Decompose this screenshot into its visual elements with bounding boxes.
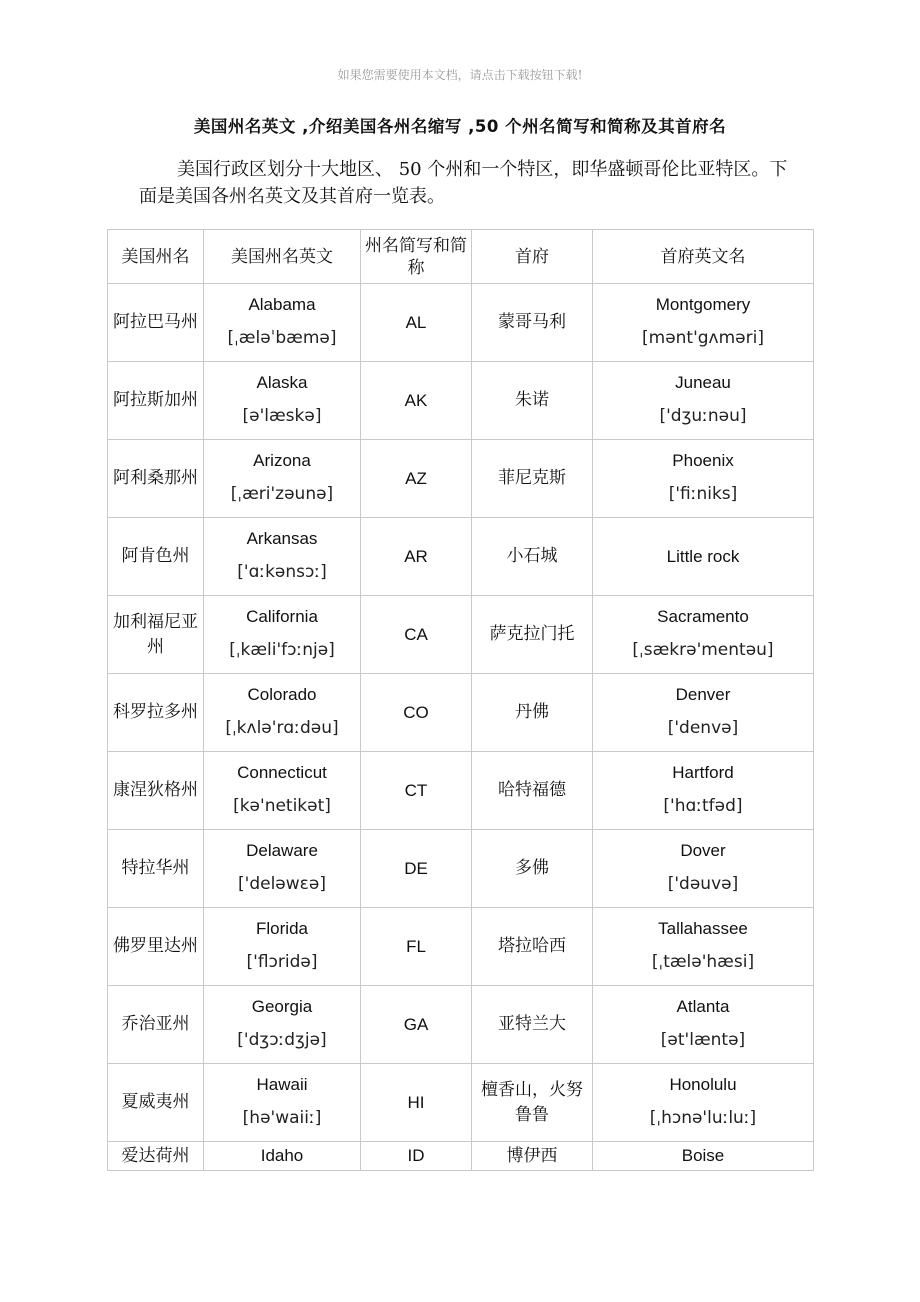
state-cn-cell bbox=[108, 284, 204, 362]
abbr-cell-text: CT bbox=[404, 780, 428, 800]
state-en-cell-phonetic: [ˌkʌlə'rɑːdəu] bbox=[225, 718, 339, 738]
capital-en-cell bbox=[593, 596, 814, 674]
header-cell: 美国州名英文 bbox=[204, 230, 361, 284]
capital-en-cell-phonetic: ['dʒuːnəu] bbox=[659, 406, 747, 426]
capital-en-cell-phonetic: ['dəuvə] bbox=[667, 874, 739, 894]
state-en-cell bbox=[204, 518, 361, 596]
intro-paragraph: 美国行政区划分十大地区、 50 个州和一个特区，即华盛顿哥伦比亚特区。下面是美国各州名英文及其首府一览表。 bbox=[139, 159, 788, 207]
state-en-cell-word: Alaska bbox=[256, 373, 308, 392]
capital-en-cell-phonetic: [ˌsækrə'mentəu] bbox=[632, 640, 774, 660]
capital-cell bbox=[472, 284, 593, 362]
abbr-cell-text: ID bbox=[407, 1146, 425, 1165]
capital-en-cell bbox=[593, 1142, 814, 1171]
capital-cell bbox=[472, 1064, 593, 1142]
abbr-cell-text: DE bbox=[404, 858, 428, 878]
abbr-cell bbox=[361, 830, 472, 908]
capital-en-cell bbox=[593, 752, 814, 830]
capital-cell-text: 哈特福德 bbox=[498, 780, 566, 800]
capital-en-cell bbox=[593, 518, 814, 596]
state-cn-cell-text: 爱达荷州 bbox=[121, 1145, 190, 1166]
state-cn-cell-text: 乔治亚州 bbox=[121, 1014, 190, 1034]
capital-en-cell-word: Juneau bbox=[675, 373, 731, 392]
capital-en-cell-word: Dover bbox=[680, 841, 726, 860]
state-en-cell-word: Arkansas bbox=[246, 529, 318, 548]
table-row bbox=[108, 830, 814, 908]
download-notice: 如果您需要使用本文档，请点击下载按钮下载! bbox=[337, 68, 583, 82]
state-en-cell-text: Idaho bbox=[260, 1146, 304, 1165]
capital-cell-text: 檀香山，火努鲁鲁 bbox=[481, 1079, 583, 1125]
table-row bbox=[108, 908, 814, 986]
capital-cell bbox=[472, 440, 593, 518]
state-en-cell bbox=[204, 1064, 361, 1142]
capital-en-cell-text: Boise bbox=[681, 1146, 725, 1165]
state-en-cell-phonetic: ['ɑːkənsɔː] bbox=[237, 562, 327, 582]
state-cn-cell bbox=[108, 674, 204, 752]
capital-en-cell-phonetic: [ˌtælə'hæsi] bbox=[651, 952, 755, 972]
state-cn-cell bbox=[108, 596, 204, 674]
state-cn-cell-text: 加利福尼亚州 bbox=[113, 611, 198, 657]
header-cell: 州名简写和简称 bbox=[361, 230, 472, 284]
state-en-cell-word: Hawaii bbox=[256, 1075, 308, 1094]
abbr-cell-text: AK bbox=[404, 390, 428, 410]
capital-en-cell-word: Phoenix bbox=[672, 451, 734, 470]
capital-cell-text: 博伊西 bbox=[506, 1145, 558, 1166]
states-table bbox=[107, 229, 814, 1171]
capital-cell-text: 萨克拉门托 bbox=[489, 624, 575, 644]
state-en-cell-phonetic: [ˌæri'zəunə] bbox=[230, 484, 334, 504]
state-en-cell-phonetic: [ˌkæli'fɔːnjə] bbox=[229, 640, 335, 660]
state-cn-cell bbox=[108, 1142, 204, 1171]
state-cn-cell bbox=[108, 440, 204, 518]
header-cell: 美国州名 bbox=[108, 230, 204, 284]
state-en-cell bbox=[204, 284, 361, 362]
state-en-cell-phonetic: [ə'læskə] bbox=[242, 406, 322, 426]
abbr-cell bbox=[361, 1142, 472, 1171]
abbr-cell bbox=[361, 440, 472, 518]
abbr-cell-text: AR bbox=[404, 546, 428, 566]
header-cell: 首府英文名 bbox=[593, 230, 814, 284]
state-en-cell bbox=[204, 362, 361, 440]
capital-cell bbox=[472, 986, 593, 1064]
capital-cell-text: 塔拉哈西 bbox=[498, 936, 566, 956]
state-en-cell bbox=[204, 986, 361, 1064]
state-en-cell bbox=[204, 752, 361, 830]
capital-en-cell bbox=[593, 362, 814, 440]
capital-cell bbox=[472, 908, 593, 986]
capital-en-cell bbox=[593, 1064, 814, 1142]
state-cn-cell bbox=[108, 752, 204, 830]
abbr-cell bbox=[361, 596, 472, 674]
table-row bbox=[108, 674, 814, 752]
state-en-cell-word: Georgia bbox=[251, 997, 313, 1016]
capital-cell bbox=[472, 752, 593, 830]
capital-cell-text: 小石城 bbox=[506, 546, 558, 566]
table-header-row bbox=[108, 230, 814, 284]
state-cn-cell-text: 阿肯色州 bbox=[121, 546, 190, 566]
table-row bbox=[108, 1142, 814, 1171]
state-cn-cell-text: 阿利桑那州 bbox=[113, 468, 198, 488]
capital-en-cell bbox=[593, 284, 814, 362]
capital-cell bbox=[472, 596, 593, 674]
state-en-cell-phonetic: ['deləwɛə] bbox=[238, 874, 326, 894]
abbr-cell bbox=[361, 1064, 472, 1142]
table-row bbox=[108, 440, 814, 518]
state-cn-cell bbox=[108, 518, 204, 596]
state-en-cell-word: Connecticut bbox=[237, 763, 327, 782]
state-en-cell bbox=[204, 596, 361, 674]
state-en-cell-word: Delaware bbox=[246, 841, 318, 860]
abbr-cell bbox=[361, 674, 472, 752]
table-row bbox=[108, 284, 814, 362]
capital-en-cell bbox=[593, 440, 814, 518]
capital-en-cell-word: Little rock bbox=[666, 546, 740, 566]
capital-en-cell-word: Sacramento bbox=[657, 607, 749, 626]
state-en-cell-word: Colorado bbox=[247, 685, 317, 704]
capital-cell-text: 亚特兰大 bbox=[498, 1014, 566, 1034]
capital-en-cell bbox=[593, 830, 814, 908]
capital-en-cell-phonetic: ['fiːniks] bbox=[668, 484, 738, 504]
state-cn-cell-text: 康涅狄格州 bbox=[113, 780, 198, 800]
capital-en-cell-word: Tallahassee bbox=[658, 919, 748, 938]
abbr-cell-text: CA bbox=[404, 624, 428, 644]
capital-en-cell-word: Denver bbox=[675, 685, 731, 704]
capital-cell-text: 蒙哥马利 bbox=[498, 312, 566, 332]
state-en-cell bbox=[204, 674, 361, 752]
capital-en-cell-word: Hartford bbox=[672, 763, 734, 782]
page-title: 美国州名英文 ,介绍美国各州名缩写 ,50 个州名简写和简称及其首府名 bbox=[193, 117, 727, 136]
state-en-cell-word: California bbox=[246, 607, 318, 626]
state-en-cell-word: Florida bbox=[256, 919, 308, 938]
capital-en-cell-word: Atlanta bbox=[676, 997, 730, 1016]
state-cn-cell-text: 特拉华州 bbox=[121, 858, 190, 878]
abbr-cell-text: GA bbox=[403, 1014, 429, 1034]
state-en-cell-word: Arizona bbox=[253, 451, 311, 470]
state-cn-cell-text: 夏威夷州 bbox=[121, 1092, 190, 1112]
state-en-cell bbox=[204, 440, 361, 518]
capital-cell-text: 菲尼克斯 bbox=[498, 468, 566, 488]
state-en-cell-phonetic: [ˌæləˈbæmə] bbox=[227, 328, 337, 348]
abbr-cell bbox=[361, 986, 472, 1064]
abbr-cell-text: FL bbox=[406, 936, 426, 956]
state-cn-cell bbox=[108, 362, 204, 440]
abbr-cell bbox=[361, 362, 472, 440]
capital-cell bbox=[472, 1142, 593, 1171]
state-cn-cell bbox=[108, 830, 204, 908]
abbr-cell-text: HI bbox=[407, 1092, 425, 1112]
capital-en-cell-phonetic: [ət'læntə] bbox=[660, 1030, 746, 1050]
capital-cell bbox=[472, 674, 593, 752]
state-en-cell bbox=[204, 1142, 361, 1171]
capital-en-cell-word: Honolulu bbox=[669, 1075, 737, 1094]
capital-en-cell bbox=[593, 986, 814, 1064]
state-cn-cell-text: 阿拉巴马州 bbox=[113, 312, 198, 332]
table-row bbox=[108, 362, 814, 440]
capital-en-cell-phonetic: [mənt'gʌməri] bbox=[642, 328, 764, 348]
table-row bbox=[108, 596, 814, 674]
state-cn-cell-text: 阿拉斯加州 bbox=[113, 390, 198, 410]
capital-cell-text: 丹佛 bbox=[515, 702, 549, 722]
abbr-cell bbox=[361, 284, 472, 362]
state-cn-cell bbox=[108, 908, 204, 986]
state-en-cell bbox=[204, 908, 361, 986]
capital-en-cell bbox=[593, 908, 814, 986]
capital-en-cell bbox=[593, 674, 814, 752]
state-en-cell-phonetic: [hə'waiiː] bbox=[242, 1108, 322, 1128]
state-cn-cell-text: 科罗拉多州 bbox=[113, 702, 198, 722]
abbr-cell-text: CO bbox=[403, 702, 429, 722]
capital-en-cell-phonetic: [ˌhɔnə'luːluː] bbox=[649, 1108, 757, 1128]
state-en-cell-phonetic: ['flɔridə] bbox=[246, 952, 318, 972]
capital-cell-text: 多佛 bbox=[515, 858, 549, 878]
abbr-cell bbox=[361, 752, 472, 830]
capital-en-cell-phonetic: ['hɑːtfəd] bbox=[663, 796, 743, 816]
table-row bbox=[108, 752, 814, 830]
state-cn-cell-text: 佛罗里达州 bbox=[113, 936, 198, 956]
state-en-cell bbox=[204, 830, 361, 908]
capital-cell bbox=[472, 518, 593, 596]
capital-en-cell-word: Montgomery bbox=[655, 295, 751, 314]
header-cell: 首府 bbox=[472, 230, 593, 284]
table-row bbox=[108, 518, 814, 596]
capital-en-cell-phonetic: ['denvə] bbox=[667, 718, 739, 738]
state-cn-cell bbox=[108, 986, 204, 1064]
capital-cell bbox=[472, 830, 593, 908]
table-row bbox=[108, 1064, 814, 1142]
abbr-cell bbox=[361, 908, 472, 986]
abbr-cell-text: AL bbox=[405, 312, 427, 332]
state-en-cell-phonetic: [kə'netikət] bbox=[233, 796, 331, 816]
capital-cell-text: 朱诺 bbox=[515, 390, 549, 410]
table-row bbox=[108, 986, 814, 1064]
state-en-cell-phonetic: ['dʒɔːdʒjə] bbox=[237, 1030, 327, 1050]
abbr-cell-text: AZ bbox=[405, 468, 427, 488]
capital-cell bbox=[472, 362, 593, 440]
state-cn-cell bbox=[108, 1064, 204, 1142]
state-en-cell-word: Alabama bbox=[248, 295, 316, 314]
abbr-cell bbox=[361, 518, 472, 596]
